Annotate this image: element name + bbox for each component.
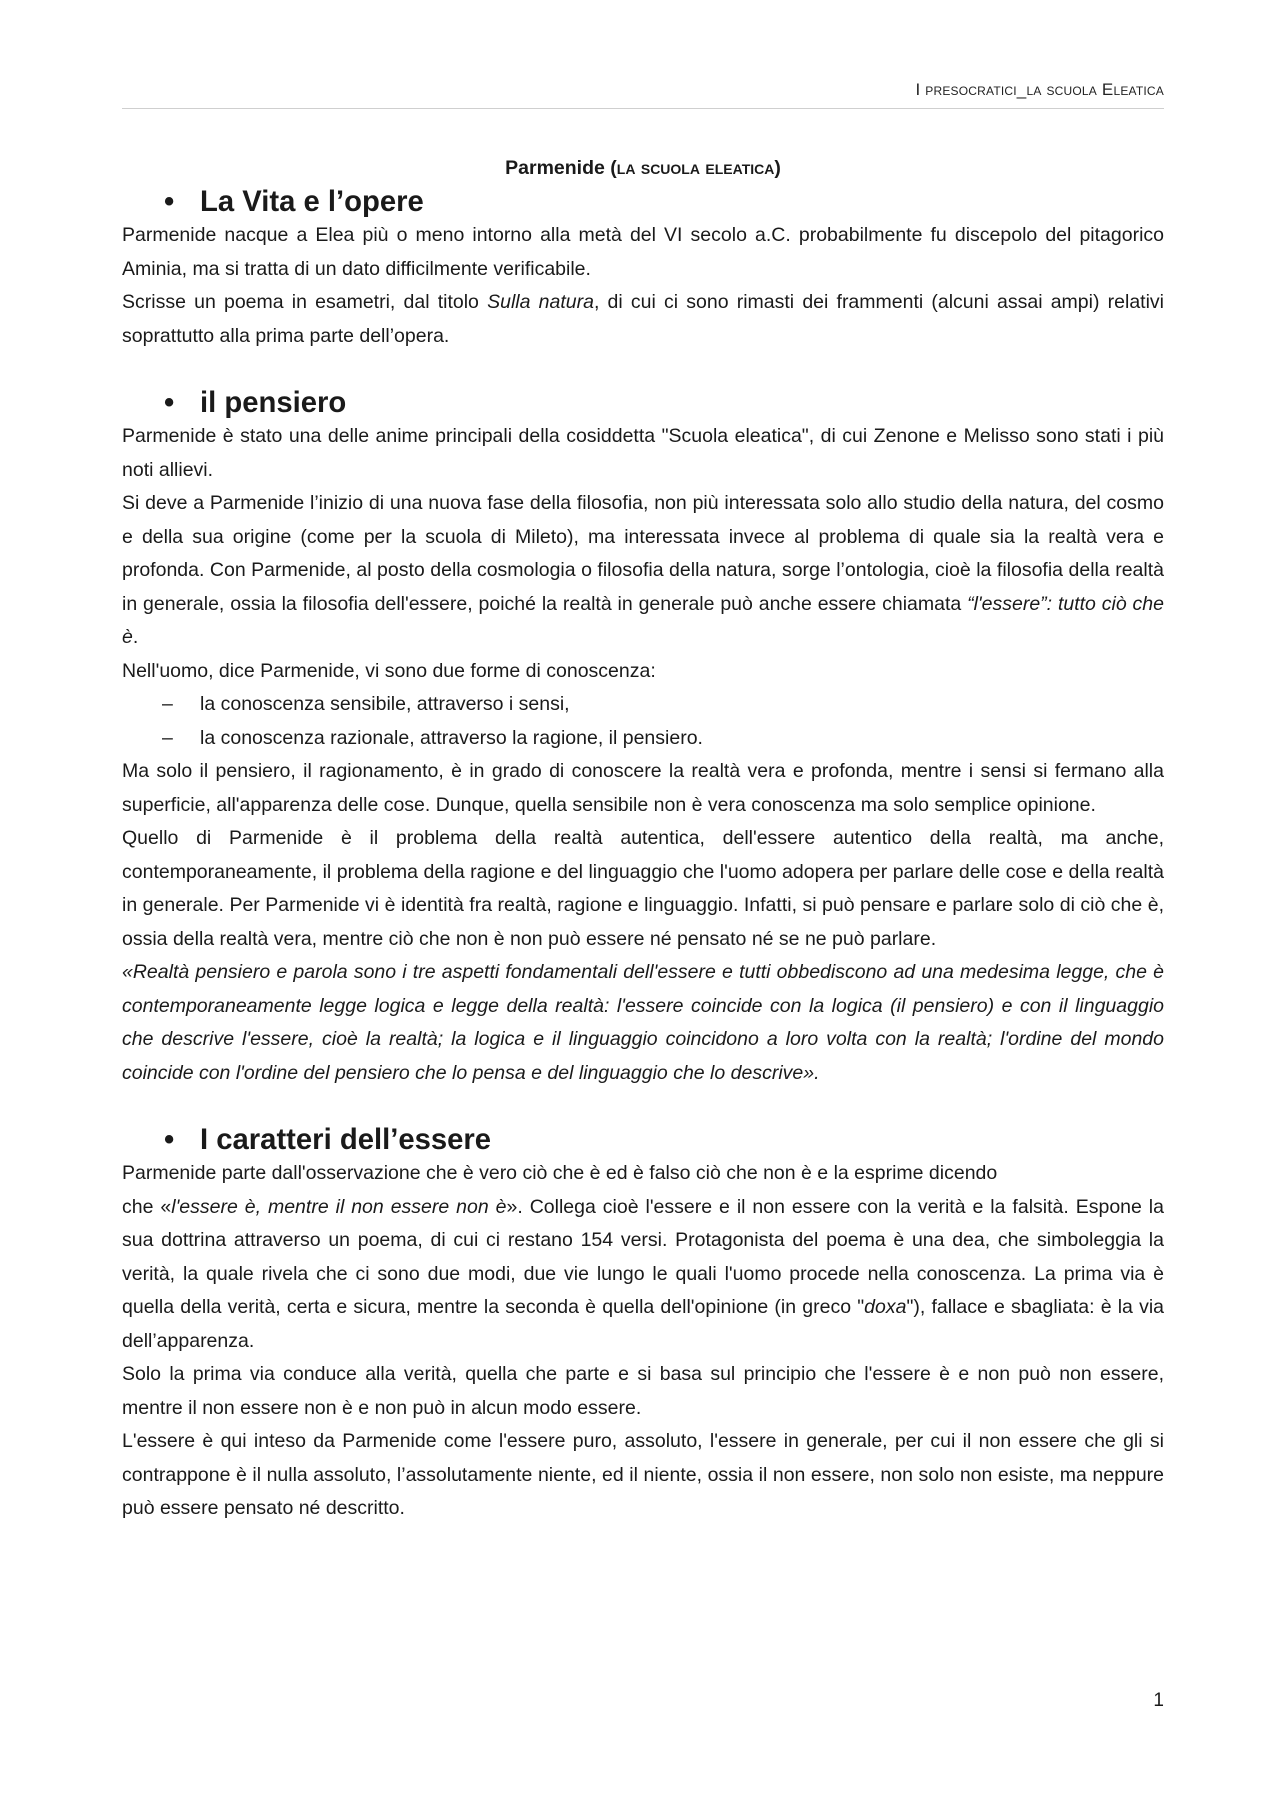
section-heading-vita xyxy=(122,186,1164,220)
section-heading-label: I caratteri dell’essere xyxy=(200,1123,492,1156)
section-heading-caratteri xyxy=(122,1124,1164,1158)
title-close-paren: ) xyxy=(774,157,781,179)
quotation: «Realtà pensiero e parola sono i tre aspetti fondamentali dell'essere e tutti obbediscono ad una medesima legge, che è contemporaneamente legge logica e legge della realtà: l'essere coincide con la logica (il pensiero) e con il linguaggio che descrive l'essere, cioè la realtà; la logica e il linguaggio coincidono a loro volta con la realtà; l'ordine del mondo coincide con l'ordine del pensiero che lo pensa e del linguaggio che lo descrive». xyxy=(122,961,1164,1084)
italic-term: doxa xyxy=(864,1296,907,1318)
paragraph xyxy=(122,487,1164,655)
list-item-text: la conoscenza sensibile, attraverso i sensi, xyxy=(200,693,570,715)
work-title: Sulla natura xyxy=(487,291,594,313)
paragraph: Parmenide nacque a Elea più o meno intorno alla metà del VI secolo a.C. probabilmente fu discepolo del pitagorico Aminia, ma si tratta di un dato difficilmente verificabile. xyxy=(122,224,1164,280)
title-subtitle: la scuola eleatica xyxy=(616,157,775,179)
text-run: ». Collega cioè l'essere e il non essere con la verità e la falsità. Espone la sua dottrina attraverso un poema, di cui ci restano 154 versi. Protagonista del poema è una dea, che simboleggia la verità, la quale rivela che ci sono due modi, due vie lungo le quali l'uomo procede nella conoscenza. La prima via è quella della verità, certa e sicura, mentre la seconda è quella dell'opinione (in greco " xyxy=(122,1195,1164,1318)
text-run: Si deve a Parmenide l’inizio di una nuova fase della filosofia, non più interessata solo allo studio della natura, del cosmo e della sua origine (come per la scuola di Mileto), ma interessata invece al problema di quale sia la realtà vera e profonda. Con Parmenide, al posto della cosmologia o filosofia della natura, sorge l’ontologia, cioè la filosofia della realtà in generale, ossia la filosofia dell'essere, poiché la realtà in generale può anche essere chiamata xyxy=(122,492,1164,615)
running-header: I presocratici_la scuola Eleatica xyxy=(915,80,1164,99)
list-item-text: la conoscenza razionale, attraverso la ragione, il pensiero. xyxy=(200,726,703,749)
paragraph: Solo la prima via conduce alla verità, quella che parte e si basa sul principio che l'essere è e non può non essere, mentre il non essere non è e non può in alcun modo essere. xyxy=(122,1363,1164,1419)
section-heading-label: La Vita e l’opere xyxy=(200,185,424,218)
text-run: che « xyxy=(122,1195,172,1218)
text-run: , di cui ci sono rimasti dei frammenti (alcuni assai ampi) relativi soprattutto alla prima parte dell’opera. xyxy=(122,291,1165,347)
dash-icon: – xyxy=(162,726,173,749)
paragraph: Ma solo il pensiero, il ragionamento, è in grado di conoscere la realtà vera e profonda, mentre i sensi si fermano alla superficie, all'apparenza delle cose. Dunque, quella sensibile non è vera conoscenza ma solo semplice opinione. xyxy=(122,760,1164,816)
paragraph: Nell'uomo, dice Parmenide, vi sono due forme di conoscenza: xyxy=(122,659,656,682)
list-item xyxy=(122,722,1164,756)
paragraph: Quello di Parmenide è il problema della realtà autentica, dell'essere autentico della realtà, ma anche, contemporaneamente, il problema della ragione e del linguaggio che l'uomo adopera per parlare delle cose e della realtà in generale. Per Parmenide vi è identità fra realtà, ragione e linguaggio. Infatti, si può pensare e parlare solo di ciò che è, ossia della realtà vera, mentre ciò che non è non può essere né pensato né se ne può parlare. xyxy=(122,827,1164,950)
title-main: Parmenide xyxy=(505,157,605,179)
bullet-icon: • xyxy=(164,386,175,419)
spacer xyxy=(122,353,1164,387)
paragraph: L'essere è qui inteso da Parmenide come l'essere puro, assoluto, l'essere in generale, per cui il non essere che gli si contrappone è il nulla assoluto, l’assolutamente niente, ed il niente, ossia il non essere, non solo non esiste, ma neppure può essere pensato né descritto. xyxy=(122,1430,1164,1519)
paragraph-line: Parmenide parte dall'osservazione che è vero ciò che è ed è falso ciò che non è e la esprime dicendo xyxy=(122,1162,998,1184)
paragraph xyxy=(122,286,1164,353)
italic-phrase: l'essere è, mentre il non essere non è xyxy=(171,1195,507,1218)
section-heading-pensiero xyxy=(122,387,1164,421)
italic-phrase: “l'essere”: tutto ciò che è xyxy=(122,592,1165,648)
title-open-paren: ( xyxy=(604,157,617,179)
text-run: "), fallace e sbagliata: è la via dell’apparenza. xyxy=(122,1296,1164,1352)
bullet-icon: • xyxy=(164,1123,175,1156)
section-heading-label: il pensiero xyxy=(200,386,347,419)
header-rule xyxy=(122,108,1164,109)
spacer xyxy=(122,1090,1164,1124)
paragraph xyxy=(122,1191,1164,1359)
page-number: 1 xyxy=(1153,1690,1164,1711)
text-run: Scrisse un poema in esametri, dal titolo xyxy=(122,291,488,313)
bullet-icon: • xyxy=(164,185,175,218)
paragraph: Parmenide è stato una delle anime principali della cosiddetta "Scuola eleatica", di cui Zenone e Melisso sono stati i più noti allievi. xyxy=(122,425,1164,481)
dash-icon: – xyxy=(162,693,173,715)
document-body xyxy=(122,152,1164,1526)
document-title xyxy=(122,152,1164,186)
text-run: . xyxy=(132,626,139,648)
list-item xyxy=(122,688,1164,722)
